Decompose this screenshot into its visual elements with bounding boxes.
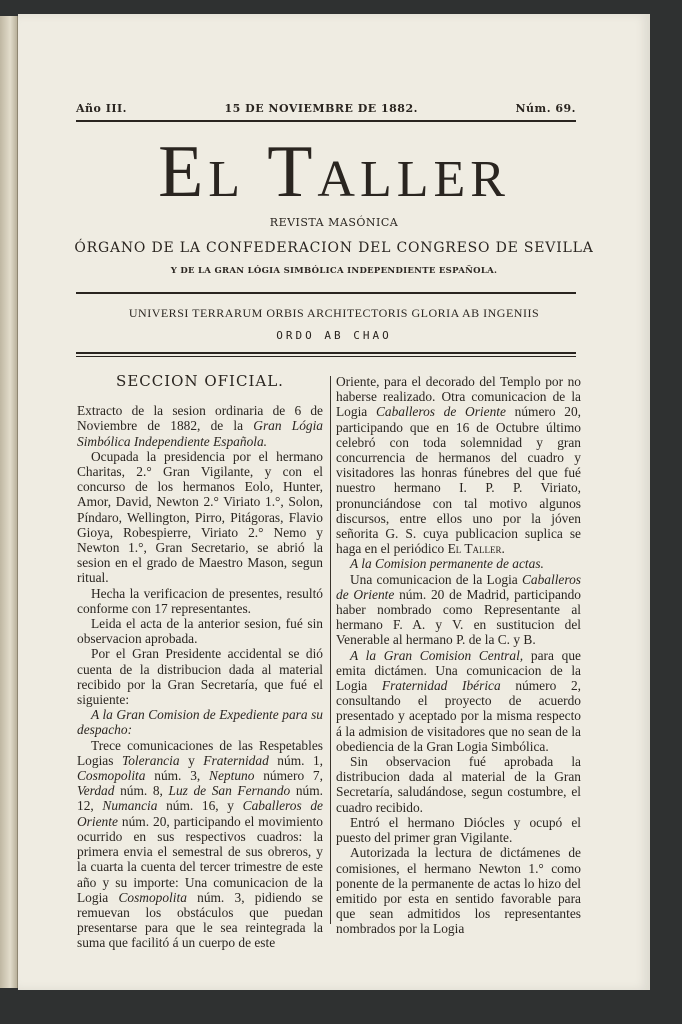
lodge-name: Caballeros de Oriente [77,798,323,829]
text-span: Trece comunicaciones de las Respetables Logias [77,737,323,768]
left-column [77,374,323,951]
paragraph-approval: Sin observacion fué aprobada la distribucion dada al material de la Gran Secretaría, saludándose, segun costumbre, el cuadro recibido. [336,754,581,815]
lodge-name: Neptuno [209,768,255,784]
central-heading: A la Gran Comision Central, [350,647,524,663]
paragraph-actas-heading [336,556,581,571]
intro-text: Extracto de la sesion ordinaria de 6 de Noviembre de 1882, de la [77,403,323,434]
issue-date: 15 DE NOVIEMBRE DE 1882. [224,102,418,115]
column-divider [330,376,331,924]
text-span: núm. 12, [77,783,324,814]
issue-header [76,102,576,115]
paragraph-central-commission [336,648,581,754]
masthead-motto: UNIVERSI TERRARUM ORBIS ARCHITECTORIS GLORIA AB INGENIIS [128,306,540,320]
text-span: núm. 8, [120,783,163,799]
text-span: núm. 20 de Madrid, participando haber nombrado como Representante al hermano F. A. y V. en sustitucion del Venerable al hermano P. de la C. y B. [336,586,581,648]
periodical-name: El Taller. [447,541,505,557]
minutes-intro [77,403,323,449]
lodge-name: Luz de San Fernando [168,783,291,799]
text-span: núm. 16, y [166,798,234,814]
masthead-organ: ÓRGANO DE LA CONFEDERACION DEL CONGRESO DE SEVILLA [74,240,594,256]
section-title: SECCION OFICIAL. [116,372,284,390]
masthead-rule-top [76,292,576,294]
actas-heading: A la Comision permanente de actas. [350,556,544,572]
paragraph-commission-heading [77,707,323,737]
paragraph-distribution: Por el Gran Presidente accidental se dió cuenta de la distribucion dada al material recibido por la Gran Secretaría, que fué el siguiente: [77,646,323,708]
lodge-name: Fraternidad Ibérica [381,678,501,694]
lodge-name: Caballeros de Oriente [375,404,506,420]
paragraph-presidency: Ocupada la presidencia por el hermano Charitas, 2.° Gran Vigilante, y con el concurso de los hermanos Eolo, Hunter, Amor, David, Newton 2.° Viriato 1.°, Solon, Píndaro, Wellington, Pirro, Pitágoras, Flavio Gioya, Robespierre, Viriato 2.° Nemo y Newton 1.°, Gran Secretario, se abrió la sesion en el grado de Maestro Mason, segun ritual. [77,448,323,586]
masthead-organ-sub: Y DE LA GRAN LÓGIA SIMBÓLICA INDEPENDIENTE ESPAÑOLA. [170,266,498,276]
text-span: número 20, participando que en 16 de Octubre último celebró con toda solemnidad y gran concurrencia de hermanos del cuadro y visitadores las honras fúnebres del que fué nuestro hermano I. P. P. Viriato, pronunciándose con tal motivo algunos discursos, entre ellos uno por la jóven señorita G. S. cuya publicacion suplica se haga en el periódico [336,404,582,557]
newspaper-page [18,14,650,990]
right-column [336,374,581,937]
masthead-subtitle: REVISTA MASÓNICA [269,216,399,229]
commission-heading: A la Gran Comision de Expediente para su despacho: [77,707,323,738]
lodge-name: Caballeros de Oriente [336,571,581,602]
text-span: núm. 1, [277,752,324,768]
lodge-name: Numancia [102,798,158,814]
book-spine-edge [0,16,18,988]
intro-lodge: Gran Lógia Simbólica Independiente Española. [77,418,323,449]
text-span: núm. 3, pidiendo se remuevan los obstáculos que puedan presentarse para que le sea reintegrada la suma que facilitó á un cuerpo de este [77,889,323,951]
text-span: número 2, consultando el proyecto de acuerdo presentado y aceptado por la misma respecto á la admision de visitadores que no sean de la obediencia de la Gran Logia Simbólica. [336,678,581,754]
lodge-name: Cosmopolita [77,768,146,784]
text-span: número 7, [263,768,323,784]
header-rule [76,120,576,122]
issue-year: Año III. [76,102,127,115]
paragraph-reading: Leida el acta de la anterior sesion, fué sin observacion aprobada. [77,616,323,647]
lodge-name: Verdad [77,783,115,799]
text-span: Oriente, para el decorado del Templo por no haberse realizado. Otra comunicacion de la Logia [336,374,581,420]
issue-number: Núm. 69. [515,102,576,115]
text-span: para que emita dictámen. Una comunicacion de la Logia [336,647,581,694]
text-span: Una comunicacion de la Logia [350,571,518,587]
lodge-name: Fraternidad [203,752,269,768]
text-span: núm. 3, [154,768,201,784]
masthead-rule-bottom [76,352,576,354]
lodge-name: Cosmopolita [118,889,187,905]
masthead-rule-bottom-thin [76,356,576,357]
paragraph-continued [336,374,581,556]
paragraph-diocles: Entró el hermano Diócles y ocupó el puesto del primer gran Vigilante. [336,814,581,846]
masthead-title: El Taller [158,131,510,213]
paragraph-verification: Hecha la verificacion de presentes, resultó conforme con 17 representantes. [77,585,323,616]
paragraph-dictamenes: Autorizada la lectura de dictámenes de comisiones, el hermano Newton 1.° como ponente de la permanente de actas lo hizo del emitido por esta en sentido favorable para que sean admitidos los representantes nombrados por la Logia [336,845,581,937]
text-span: y [188,752,195,768]
lodge-name: Tolerancia [121,752,180,768]
paragraph-representative [336,572,581,648]
paragraph-communications [77,738,323,951]
masthead-motto-ordo: ORDO AB CHAO [276,329,392,342]
text-span: núm. 20, participando el movimiento ocurrido en sus respectivos cuadros: la primera envia el semestral de sus obreros, y la cuarta la cuenta del tercer trimestre de este año y su importe: Una comunicacion de la Logia [77,813,323,905]
